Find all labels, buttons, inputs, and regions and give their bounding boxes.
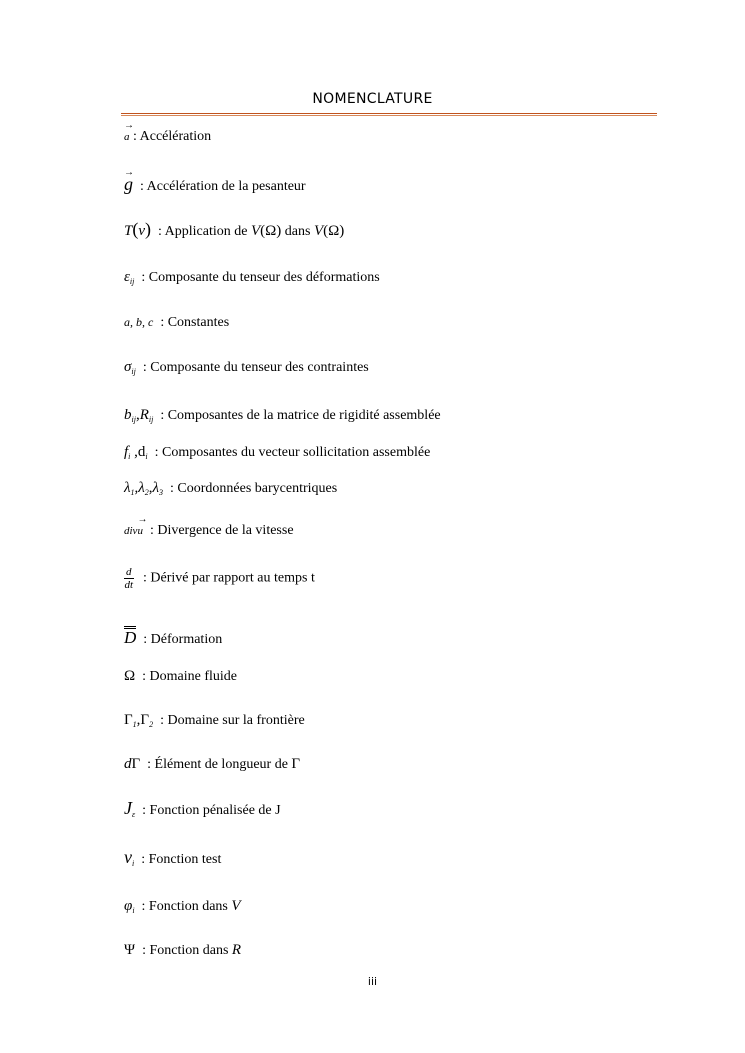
symbol-gamma-12: $\Gamma_1,\Gamma_2$ bbox=[124, 712, 154, 729]
symbol-epsilon-ij: $\varepsilon_{ij}$ bbox=[124, 269, 135, 286]
symbol-j-epsilon: $J_\varepsilon$ bbox=[124, 798, 136, 819]
symbol-v: V bbox=[231, 898, 241, 914]
symbol-sigma-ij: $\sigma_{ij}$ bbox=[124, 359, 136, 376]
entry-strain: $\varepsilon_{ij}$ : Composante du tenseur des déformations bbox=[124, 269, 380, 286]
entry-stiffness: $b_{ij},R_{ij}$ : Composantes de la matrice de rigidité assemblée bbox=[124, 407, 441, 424]
entry-divergence: div→ u : Divergence de la vitesse bbox=[124, 522, 294, 540]
symbol-lambda-123: $\lambda_1,\lambda_2,\lambda_3$ bbox=[124, 480, 163, 497]
entry-time-derivative: $\frac{d}{dt}$ : Dérivé par rapport au temps t bbox=[124, 566, 315, 591]
symbol-v-omega-2: V(Ω) bbox=[313, 223, 345, 239]
entry-function-in-v: $\varphi_i$ : Fonction dans V bbox=[124, 898, 241, 915]
entry-gravity: → g : Accélération de la pesanteur bbox=[124, 175, 306, 196]
entry-test-function: $v_i$ : Fonction test bbox=[124, 847, 222, 868]
page-number: iii bbox=[367, 975, 378, 988]
symbol-psi: Ψ bbox=[124, 942, 136, 958]
entry-deformation: D : Déformation bbox=[124, 628, 223, 647]
entry-barycentric: $\lambda_1,\lambda_2,\lambda_3$ : Coordonnées barycentriques bbox=[124, 480, 338, 497]
symbol-omega: Ω bbox=[124, 668, 136, 684]
page-title: NOMENCLATURE bbox=[312, 91, 433, 107]
entry-acceleration: → a : Accélération bbox=[124, 128, 211, 146]
entry-boundary-domain: $\Gamma_1,\Gamma_2$ : Domaine sur la frontière bbox=[124, 712, 305, 729]
symbol-div-u: div→ u bbox=[124, 525, 143, 537]
entry-stress: $\sigma_{ij}$ : Composante du tenseur des contraintes bbox=[124, 359, 369, 376]
entry-application: T(v) : Application de V(Ω) dans V(Ω) bbox=[124, 219, 345, 239]
symbol-f-d-i: $f_i$ $,d_i$ bbox=[124, 444, 148, 461]
entry-load-vector: $f_i$ $,d_i$ : Composantes du vecteur sollicitation assemblée bbox=[124, 444, 431, 461]
symbol-g-vector: → g bbox=[124, 174, 133, 194]
symbol-d-dt: $\frac{d}{dt}$ bbox=[124, 566, 134, 591]
symbol-r: R bbox=[231, 942, 242, 958]
symbol-phi-i: $\varphi_i$ bbox=[124, 898, 135, 915]
symbol-v-omega: V(Ω) bbox=[250, 223, 282, 239]
symbol-b-r-ij: $b_{ij},R_{ij}$ bbox=[124, 407, 154, 424]
symbol-a-vector: → a bbox=[124, 131, 130, 143]
entry-function-in-r: Ψ : Fonction dans R bbox=[124, 942, 242, 958]
title-divider bbox=[121, 113, 657, 116]
symbol-d-tensor: D bbox=[124, 628, 137, 647]
symbol-v-i: $v_i$ bbox=[124, 847, 135, 868]
entry-fluid-domain: Ω : Domaine fluide bbox=[124, 668, 238, 684]
entry-penalized-function: $J_\varepsilon$ : Fonction pénalisée de J bbox=[124, 798, 281, 819]
symbol-gamma: Γ bbox=[291, 756, 301, 772]
entry-length-element: dΓ : Élément de longueur de Γ bbox=[124, 756, 301, 772]
symbol-d-gamma: dΓ bbox=[124, 756, 141, 772]
symbol-abc: a, b, c bbox=[124, 315, 154, 329]
symbol-t-of-v: T(v) bbox=[124, 219, 152, 239]
entry-constants: a, b, c : Constantes bbox=[124, 315, 230, 330]
